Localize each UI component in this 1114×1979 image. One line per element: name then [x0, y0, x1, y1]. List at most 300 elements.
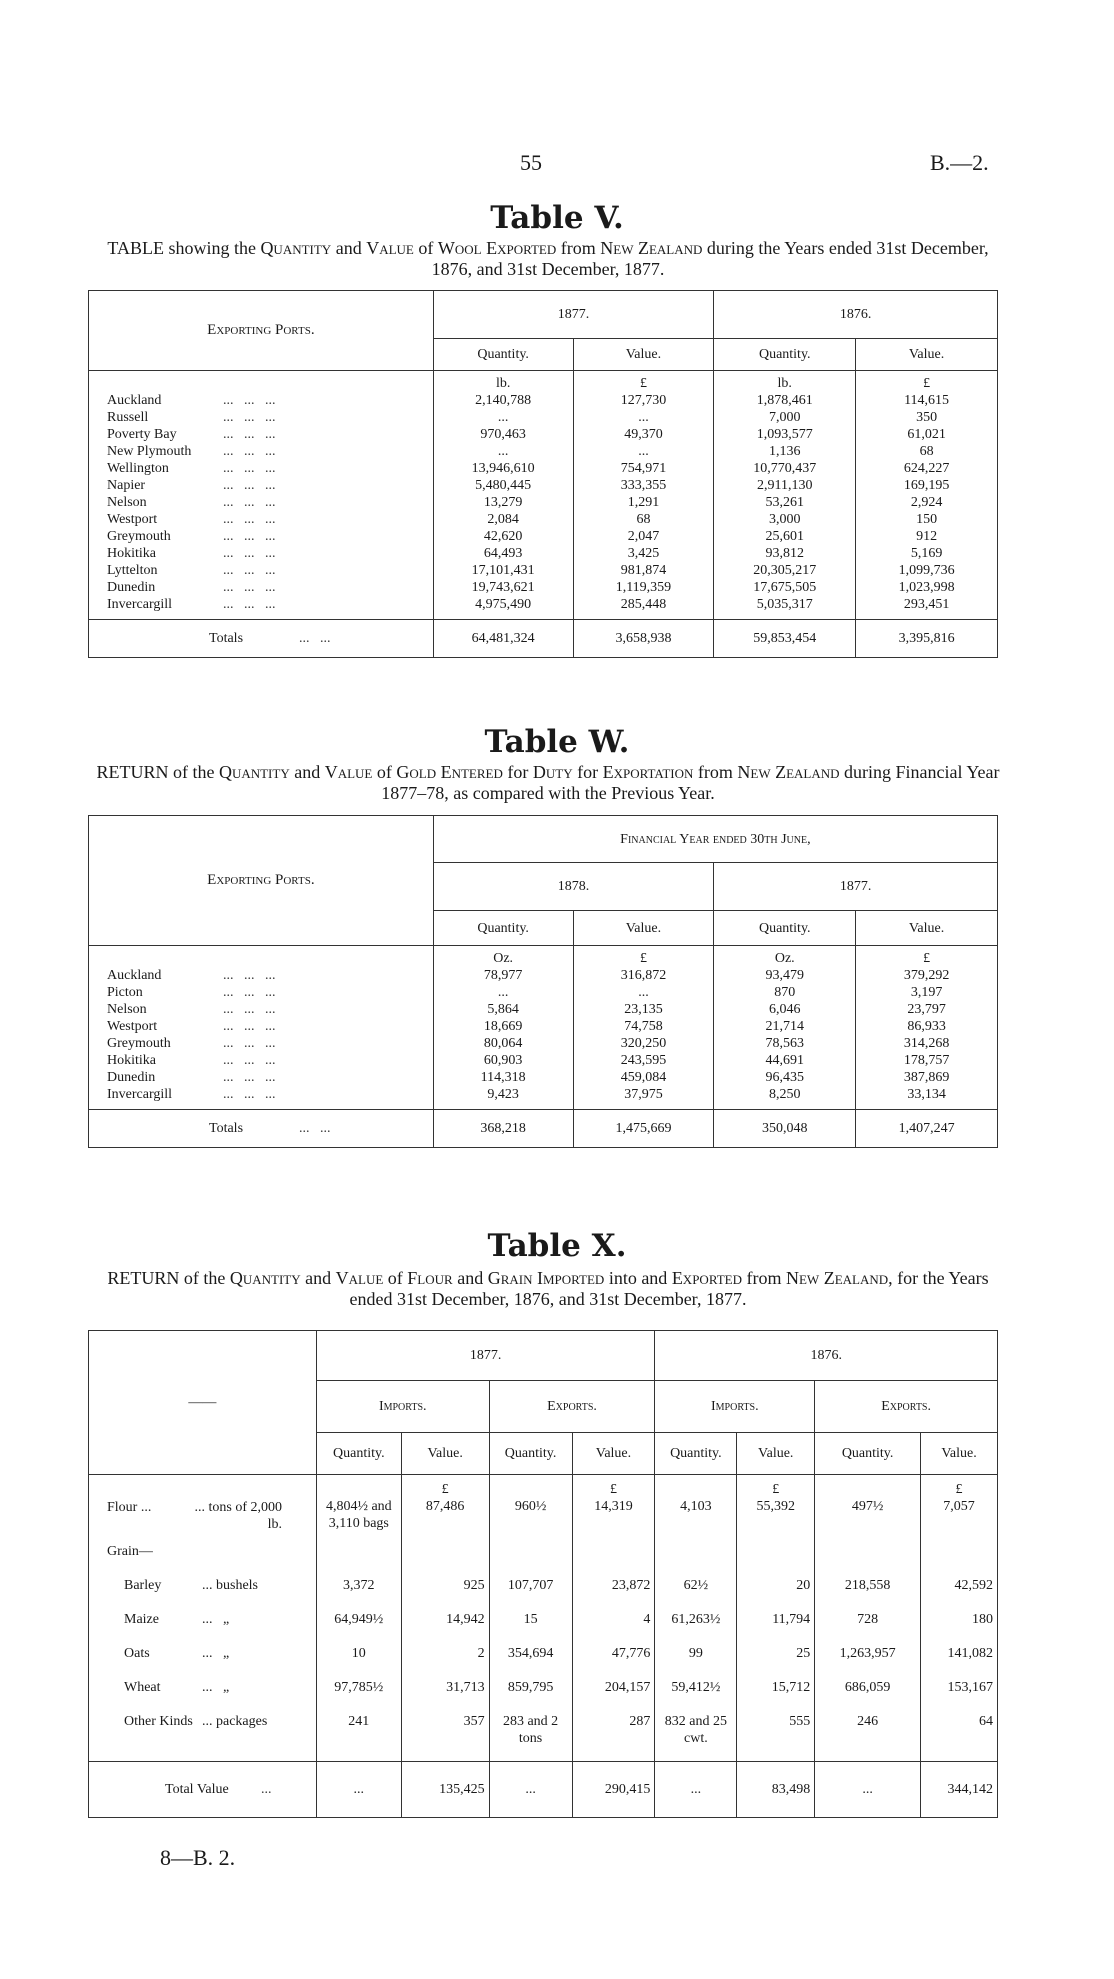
value-cell: 3,425: [573, 545, 714, 562]
grain-type: Maize: [124, 1612, 159, 1627]
value-cell: 127,730: [573, 392, 714, 409]
exports-header: Exports.: [489, 1381, 655, 1433]
table-row: [89, 409, 998, 426]
port-cell: [89, 528, 434, 545]
leader-dots: ... ... ...: [223, 580, 276, 595]
caption-part: Grain Imported: [487, 1268, 605, 1288]
value-cell: 333,355: [573, 477, 714, 494]
caption-part: and: [331, 238, 367, 258]
value-cell: [737, 1475, 815, 1534]
qty-header: Quantity.: [316, 1433, 401, 1475]
caption-part: New Zealand: [737, 762, 840, 782]
leader-dots: ... ... ...: [223, 1070, 276, 1085]
leader-dots: ... ... ...: [223, 1002, 276, 1017]
value-cell: 555: [737, 1705, 815, 1747]
value-cell: 64: [921, 1705, 998, 1747]
document-reference: B.—2.: [930, 150, 989, 175]
port-name: Westport: [107, 512, 158, 527]
leader-dots: ... ... ...: [223, 461, 276, 476]
caption-part: Gold Entered: [396, 762, 503, 782]
value-cell: 2,047: [573, 528, 714, 545]
total-value-label: Total Value: [165, 1781, 229, 1797]
value-cell: 169,195: [856, 477, 998, 494]
caption-part: New Zealand: [600, 238, 703, 258]
exports-header: Exports.: [815, 1381, 998, 1433]
value-cell: 141,082: [921, 1637, 998, 1671]
value-cell: 754,971: [573, 460, 714, 477]
unit-label: lb.: [433, 371, 573, 393]
unit-label: £: [573, 946, 714, 968]
leader-dots: ... ...: [299, 630, 331, 646]
value-cell: 6,046: [714, 1001, 856, 1018]
leader-dots: ... ... ...: [223, 512, 276, 527]
port-name: Dunedin: [107, 1070, 156, 1085]
blank-cell: [89, 371, 434, 393]
val-header: Value.: [921, 1433, 998, 1475]
value-cell: [572, 1475, 655, 1534]
year-1878-header: 1878.: [433, 863, 714, 911]
caption-part: of: [383, 1268, 408, 1288]
totals-label: Totals: [209, 630, 244, 646]
value-cell: 1,023,998: [856, 579, 998, 596]
value-cell: 8,250: [714, 1086, 856, 1103]
caption-part: Exportation: [602, 762, 694, 782]
table-v: [88, 290, 998, 658]
value-cell: 981,874: [573, 562, 714, 579]
total-cell: 3,395,816: [856, 619, 998, 657]
leader-dots: ... ... ...: [223, 597, 276, 612]
table-row: [89, 392, 998, 409]
empty-header-dash: ——: [89, 1331, 317, 1475]
value-cell: 1,136: [714, 443, 856, 460]
leader-dots: ... ... ...: [223, 393, 276, 408]
value-cell: [489, 1475, 572, 1534]
port-cell: [89, 1035, 434, 1052]
caption-part: from: [741, 1268, 786, 1288]
value-cell: 5,480,445: [433, 477, 573, 494]
pound-unit: £: [772, 1482, 780, 1497]
port-name: Greymouth: [107, 1036, 171, 1051]
value-cell: 728: [815, 1603, 921, 1637]
value-cell: 60,903: [433, 1052, 573, 1069]
leader-dots: ... ... ...: [223, 1087, 276, 1102]
table-row: [89, 562, 998, 579]
value-text: 4,103: [680, 1499, 712, 1514]
port-name: Picton: [107, 985, 143, 1000]
port-cell: [89, 477, 434, 494]
caption-part: from: [693, 762, 738, 782]
grain-type-cell: [89, 1671, 317, 1705]
leader-dots: ... ... ...: [223, 968, 276, 983]
unit-label: £: [856, 371, 998, 393]
financial-year-header: Financial Year ended 30th June,: [433, 816, 997, 863]
grain-type: Wheat: [124, 1680, 161, 1695]
total-value-row: [89, 1761, 998, 1817]
value-cell: 178,757: [856, 1052, 998, 1069]
value-cell: 19,743,621: [433, 579, 573, 596]
value-cell: [921, 1475, 998, 1534]
table-row: [89, 1637, 998, 1671]
caption-part: Quantity: [260, 238, 332, 258]
caption-part: RETURN of the: [107, 1268, 230, 1288]
value-cell: 17,675,505: [714, 579, 856, 596]
blank-cell: [921, 1533, 998, 1569]
port-cell: [89, 1018, 434, 1035]
blank-cell: [737, 1533, 815, 1569]
page-number: 55: [520, 150, 542, 175]
grain-type-cell: [89, 1637, 317, 1671]
unit-label: Oz.: [433, 946, 573, 968]
table-w-title: Table W.: [484, 724, 630, 760]
port-name: Hokitika: [107, 1053, 156, 1068]
grain-type-cell: [89, 1705, 317, 1747]
qty-header: Quantity.: [714, 911, 856, 946]
value-cell: 20: [737, 1569, 815, 1603]
value-cell: 107,707: [489, 1569, 572, 1603]
table-x-title: Table X.: [487, 1228, 627, 1264]
port-cell: [89, 1069, 434, 1086]
caption-part: Quantity: [218, 762, 290, 782]
grain-unit: ... „: [202, 1680, 230, 1695]
grain-unit: ... „: [202, 1612, 230, 1627]
leader-dots: ... ... ...: [223, 444, 276, 459]
port-name: Auckland: [107, 968, 162, 983]
leader-dots: ... ... ...: [223, 546, 276, 561]
blank-cell: [489, 1747, 572, 1761]
grain-row: [89, 1533, 998, 1569]
caption-part: RETURN of the: [96, 762, 219, 782]
value-cell: 3,372: [316, 1569, 401, 1603]
port-name: Invercargill: [107, 597, 173, 612]
port-name: Dunedin: [107, 580, 156, 595]
port-name: New Plymouth: [107, 444, 192, 459]
value-cell: 9,423: [433, 1086, 573, 1103]
total-cell: 135,425: [401, 1761, 489, 1817]
port-cell: [89, 409, 434, 426]
blank-cell: [401, 1747, 489, 1761]
value-cell: 13,279: [433, 494, 573, 511]
value-cell: 42,592: [921, 1569, 998, 1603]
value-cell: 23,797: [856, 1001, 998, 1018]
value-cell: 293,451: [856, 596, 998, 613]
port-name: Poverty Bay: [107, 427, 177, 442]
caption-part: Flour: [407, 1268, 453, 1288]
qty-header: Quantity.: [433, 911, 573, 946]
blank-cell: [655, 1747, 737, 1761]
value-cell: 68: [573, 511, 714, 528]
port-cell: [89, 443, 434, 460]
val-header: Value.: [856, 339, 998, 371]
grain-label: Grain—: [107, 1543, 153, 1559]
total-cell: 350,048: [714, 1109, 856, 1147]
leader-dots: ...: [261, 1781, 272, 1797]
value-cell: 47,776: [572, 1637, 655, 1671]
value-cell: 3,000: [714, 511, 856, 528]
blank-cell: [921, 1747, 998, 1761]
pound-unit: £: [955, 1482, 963, 1497]
value-cell: 33,134: [856, 1086, 998, 1103]
caption-part: Quantity: [229, 1268, 301, 1288]
unit-label: £: [573, 371, 714, 393]
port-cell: [89, 579, 434, 596]
value-cell: 5,169: [856, 545, 998, 562]
value-cell: 61,021: [856, 426, 998, 443]
table-x: [88, 1330, 998, 1818]
grain-unit: ... bushels: [202, 1578, 258, 1593]
value-cell: 14,942: [401, 1603, 489, 1637]
unit-row: [89, 371, 998, 393]
value-cell: 314,268: [856, 1035, 998, 1052]
value-cell: 68: [856, 443, 998, 460]
blank-cell: [316, 1747, 401, 1761]
value-cell: 96,435: [714, 1069, 856, 1086]
value-text: 55,392: [756, 1499, 795, 1514]
value-cell: 243,595: [573, 1052, 714, 1069]
unit-label: lb.: [714, 371, 856, 393]
port-name: Wellington: [107, 461, 169, 476]
grain-type: Oats: [124, 1646, 150, 1661]
value-cell: 5,864: [433, 1001, 573, 1018]
blank-cell: [572, 1747, 655, 1761]
totals-row: [89, 619, 998, 657]
value-cell: 78,563: [714, 1035, 856, 1052]
value-cell: 18,669: [433, 1018, 573, 1035]
port-name: Hokitika: [107, 546, 156, 561]
table-row: [89, 1052, 998, 1069]
table-row: [89, 1001, 998, 1018]
unit-label: £: [856, 946, 998, 968]
blank-cell: [316, 1533, 401, 1569]
year-1876-header: 1876.: [714, 291, 998, 339]
value-cell: 925: [401, 1569, 489, 1603]
value-cell: 859,795: [489, 1671, 572, 1705]
value-cell: 78,977: [433, 967, 573, 984]
value-cell: 246: [815, 1705, 921, 1747]
value-text: 4,804½ and 3,110 bags: [325, 1499, 392, 1531]
val-header: Value.: [737, 1433, 815, 1475]
value-cell: 350: [856, 409, 998, 426]
value-cell: 354,694: [489, 1637, 572, 1671]
total-cell: 1,407,247: [856, 1109, 998, 1147]
qty-header: Quantity.: [489, 1433, 572, 1475]
grain-unit: ... „: [202, 1646, 230, 1661]
caption-part: Value: [324, 762, 373, 782]
value-cell: 686,059: [815, 1671, 921, 1705]
port-cell: [89, 426, 434, 443]
value-cell: 4: [572, 1603, 655, 1637]
blank-cell: [89, 1747, 317, 1761]
table-row: [89, 1671, 998, 1705]
value-cell: 7,000: [714, 409, 856, 426]
table-row: [89, 1018, 998, 1035]
total-cell: 344,142: [921, 1761, 998, 1817]
year-1877-header: 1877.: [433, 291, 714, 339]
grain-type-cell: [89, 1569, 317, 1603]
table-row: [89, 545, 998, 562]
value-cell: 42,620: [433, 528, 573, 545]
value-cell: 2: [401, 1637, 489, 1671]
caption-part: for: [572, 762, 603, 782]
value-cell: 5,035,317: [714, 596, 856, 613]
value-cell: 44,691: [714, 1052, 856, 1069]
totals-label-cell: [89, 1109, 434, 1147]
value-cell: 1,291: [573, 494, 714, 511]
year-1877-header: 1877.: [316, 1331, 655, 1381]
port-cell: [89, 1001, 434, 1018]
value-cell: 74,758: [573, 1018, 714, 1035]
leader-dots: ... ... ...: [223, 410, 276, 425]
value-text: 7,057: [943, 1499, 975, 1514]
value-cell: 283 and 2 tons: [489, 1705, 572, 1747]
port-name: Invercargill: [107, 1087, 173, 1102]
total-value-label-cell: [89, 1761, 317, 1817]
port-cell: [89, 460, 434, 477]
value-cell: 3,197: [856, 984, 998, 1001]
value-text: 960½: [514, 1499, 547, 1514]
port-name: Greymouth: [107, 529, 171, 544]
table-row: [89, 511, 998, 528]
total-cell: 3,658,938: [573, 619, 714, 657]
val-header: Value.: [856, 911, 998, 946]
table-row: [89, 1569, 998, 1603]
value-cell: ...: [433, 443, 573, 460]
value-cell: 49,370: [573, 426, 714, 443]
value-cell: 241: [316, 1705, 401, 1747]
value-cell: 1,093,577: [714, 426, 856, 443]
blank-cell: [815, 1533, 921, 1569]
port-cell: [89, 596, 434, 613]
total-cell: ...: [489, 1761, 572, 1817]
year-1877-header: 1877.: [714, 863, 998, 911]
leader-dots: ... ... ...: [223, 427, 276, 442]
table-row: [89, 494, 998, 511]
value-cell: ...: [573, 443, 714, 460]
value-text: 87,486: [425, 1499, 465, 1514]
value-cell: [655, 1475, 737, 1534]
port-cell: [89, 392, 434, 409]
flour-unit: ... tons of 2,000 lb.: [194, 1500, 282, 1532]
value-cell: 2,084: [433, 511, 573, 528]
caption-part: from: [556, 238, 601, 258]
value-cell: 320,250: [573, 1035, 714, 1052]
qty-header: Quantity.: [433, 339, 573, 371]
value-cell: 180: [921, 1603, 998, 1637]
total-cell: 64,481,324: [433, 619, 573, 657]
value-cell: [815, 1475, 921, 1534]
caption-part: into and: [604, 1268, 672, 1288]
ports-header: Exporting Ports.: [89, 291, 434, 371]
caption-part: Value: [335, 1268, 384, 1288]
flour-row: [89, 1475, 998, 1534]
port-cell: [89, 967, 434, 984]
totals-label-cell: [89, 619, 434, 657]
value-cell: 1,119,359: [573, 579, 714, 596]
spacer-row: [89, 1747, 998, 1761]
value-cell: 64,493: [433, 545, 573, 562]
table-row: [89, 443, 998, 460]
ports-header: Exporting Ports.: [89, 816, 434, 946]
port-cell: [89, 545, 434, 562]
value-cell: [401, 1475, 489, 1534]
value-cell: 13,946,610: [433, 460, 573, 477]
flour-label: Flour ...: [107, 1500, 152, 1515]
port-cell: [89, 562, 434, 579]
val-header: Value.: [572, 1433, 655, 1475]
table-w: [88, 815, 998, 1148]
value-cell: 316,872: [573, 967, 714, 984]
val-header: Value.: [401, 1433, 489, 1475]
caption-part: New Zealand: [785, 1268, 889, 1288]
value-cell: ...: [573, 409, 714, 426]
flour-label-cell: [89, 1475, 317, 1534]
imports-header: Imports.: [655, 1381, 815, 1433]
value-cell: 1,099,736: [856, 562, 998, 579]
blank-cell: [737, 1747, 815, 1761]
value-cell: 17,101,431: [433, 562, 573, 579]
value-cell: 62½: [655, 1569, 737, 1603]
caption-part: Value: [366, 238, 414, 258]
value-cell: 912: [856, 528, 998, 545]
page-footer: 8—B. 2.: [160, 1845, 236, 1870]
value-text: 14,319: [594, 1499, 633, 1514]
leader-dots: ... ... ...: [223, 1019, 276, 1034]
value-cell: 20,305,217: [714, 562, 856, 579]
qty-header: Quantity.: [815, 1433, 921, 1475]
caption-part: and: [452, 1268, 488, 1288]
caption-part: TABLE showing the: [107, 238, 261, 258]
leader-dots: ... ... ...: [223, 1053, 276, 1068]
value-cell: 218,558: [815, 1569, 921, 1603]
value-cell: [316, 1475, 401, 1534]
value-cell: 2,911,130: [714, 477, 856, 494]
value-cell: 15: [489, 1603, 572, 1637]
total-cell: 83,498: [737, 1761, 815, 1817]
imports-header: Imports.: [316, 1381, 489, 1433]
port-cell: [89, 511, 434, 528]
table-row: [89, 1035, 998, 1052]
value-cell: ...: [433, 409, 573, 426]
value-cell: 25: [737, 1637, 815, 1671]
port-name: Westport: [107, 1019, 158, 1034]
totals-row: [89, 1109, 998, 1147]
value-cell: 31,713: [401, 1671, 489, 1705]
value-cell: 61,263½: [655, 1603, 737, 1637]
value-cell: 21,714: [714, 1018, 856, 1035]
caption-part: Wool Exported: [437, 238, 557, 258]
caption-part: for: [502, 762, 533, 782]
table-row: [89, 426, 998, 443]
value-cell: 86,933: [856, 1018, 998, 1035]
total-cell: 368,218: [433, 1109, 573, 1147]
value-cell: 459,084: [573, 1069, 714, 1086]
total-cell: ...: [316, 1761, 401, 1817]
blank-cell: [401, 1533, 489, 1569]
port-name: Nelson: [107, 495, 147, 510]
value-cell: 114,318: [433, 1069, 573, 1086]
total-cell: 59,853,454: [714, 619, 856, 657]
unit-row: [89, 946, 998, 968]
value-cell: 97,785½: [316, 1671, 401, 1705]
blank-cell: [815, 1747, 921, 1761]
table-row: [89, 460, 998, 477]
grain-type: Barley: [124, 1578, 162, 1593]
total-cell: ...: [655, 1761, 737, 1817]
table-row: [89, 528, 998, 545]
value-cell: 99: [655, 1637, 737, 1671]
value-cell: 379,292: [856, 967, 998, 984]
value-cell: ...: [573, 984, 714, 1001]
caption-part: Duty: [532, 762, 573, 782]
